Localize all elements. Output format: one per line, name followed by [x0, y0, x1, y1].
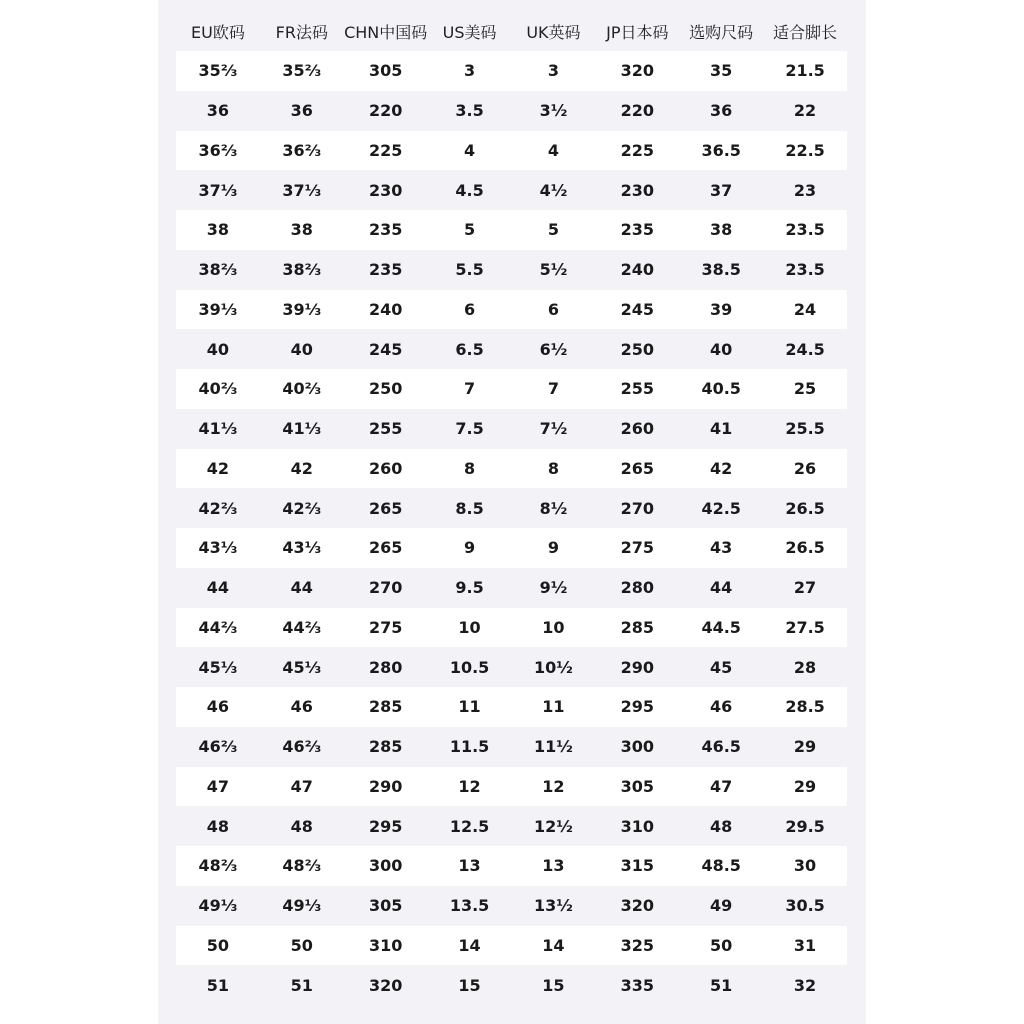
cell-us: 11 — [428, 687, 512, 727]
cell-jp: 245 — [595, 290, 679, 330]
table-row — [176, 647, 847, 687]
header-eu: EU欧码 — [191, 23, 245, 42]
cell-fr: 45⅓ — [260, 647, 344, 687]
cell-us: 14 — [428, 926, 512, 966]
cell-eu: 40 — [176, 329, 260, 369]
cell-selected-size: 45 — [679, 647, 763, 687]
cell-jp: 235 — [595, 210, 679, 250]
cell-fr: 38 — [260, 210, 344, 250]
cell-us: 7 — [428, 369, 512, 409]
cell-uk: 5½ — [512, 250, 596, 290]
cell-foot-length: 22 — [763, 91, 847, 131]
cell-foot-length: 32 — [763, 965, 847, 1005]
cell-uk: 7½ — [512, 409, 596, 449]
size-chart-table — [176, 12, 847, 1005]
table-row — [176, 488, 847, 528]
cell-fr: 44 — [260, 568, 344, 608]
cell-chn: 230 — [344, 170, 428, 210]
cell-uk: 13 — [512, 846, 596, 886]
cell-selected-size: 43 — [679, 528, 763, 568]
cell-eu: 37⅓ — [176, 170, 260, 210]
cell-uk: 14 — [512, 926, 596, 966]
cell-fr: 36⅔ — [260, 131, 344, 171]
cell-chn: 295 — [344, 806, 428, 846]
cell-fr: 47 — [260, 767, 344, 807]
table-row — [176, 806, 847, 846]
cell-selected-size: 42 — [679, 449, 763, 489]
cell-jp: 290 — [595, 647, 679, 687]
cell-eu: 38 — [176, 210, 260, 250]
cell-fr: 42 — [260, 449, 344, 489]
cell-eu: 45⅓ — [176, 647, 260, 687]
cell-uk: 10 — [512, 608, 596, 648]
cell-eu: 40⅔ — [176, 369, 260, 409]
cell-fr: 43⅓ — [260, 528, 344, 568]
cell-uk: 7 — [512, 369, 596, 409]
cell-fr: 46⅔ — [260, 727, 344, 767]
cell-us: 8 — [428, 449, 512, 489]
cell-chn: 290 — [344, 767, 428, 807]
cell-chn: 305 — [344, 51, 428, 91]
cell-uk: 12 — [512, 767, 596, 807]
cell-selected-size: 40.5 — [679, 369, 763, 409]
table-row — [176, 369, 847, 409]
cell-eu: 39⅓ — [176, 290, 260, 330]
cell-fr: 35⅔ — [260, 51, 344, 91]
cell-us: 3 — [428, 51, 512, 91]
table-row — [176, 170, 847, 210]
cell-eu: 36⅔ — [176, 131, 260, 171]
cell-jp: 295 — [595, 687, 679, 727]
cell-fr: 51 — [260, 965, 344, 1005]
cell-us: 12.5 — [428, 806, 512, 846]
cell-selected-size: 40 — [679, 329, 763, 369]
cell-foot-length: 29.5 — [763, 806, 847, 846]
cell-uk: 9 — [512, 528, 596, 568]
cell-jp: 285 — [595, 608, 679, 648]
cell-chn: 255 — [344, 409, 428, 449]
cell-uk: 12½ — [512, 806, 596, 846]
cell-us: 7.5 — [428, 409, 512, 449]
cell-jp: 225 — [595, 131, 679, 171]
cell-foot-length: 23 — [763, 170, 847, 210]
cell-fr: 41⅓ — [260, 409, 344, 449]
cell-fr: 36 — [260, 91, 344, 131]
cell-us: 5.5 — [428, 250, 512, 290]
cell-eu: 36 — [176, 91, 260, 131]
cell-eu: 43⅓ — [176, 528, 260, 568]
cell-foot-length: 25.5 — [763, 409, 847, 449]
table-row — [176, 409, 847, 449]
cell-chn: 285 — [344, 727, 428, 767]
cell-eu: 35⅔ — [176, 51, 260, 91]
cell-foot-length: 26.5 — [763, 528, 847, 568]
cell-selected-size: 38 — [679, 210, 763, 250]
table-row — [176, 290, 847, 330]
header-jp: JP日本码 — [606, 23, 669, 42]
cell-fr: 44⅔ — [260, 608, 344, 648]
table-row — [176, 329, 847, 369]
cell-chn: 250 — [344, 369, 428, 409]
cell-selected-size: 48 — [679, 806, 763, 846]
cell-foot-length: 31 — [763, 926, 847, 966]
cell-selected-size: 39 — [679, 290, 763, 330]
cell-selected-size: 38.5 — [679, 250, 763, 290]
cell-uk: 4 — [512, 131, 596, 171]
cell-chn: 235 — [344, 210, 428, 250]
cell-foot-length: 23.5 — [763, 210, 847, 250]
header-fr: FR法码 — [275, 23, 328, 42]
cell-eu: 48 — [176, 806, 260, 846]
size-rows — [176, 51, 847, 1005]
cell-us: 12 — [428, 767, 512, 807]
cell-fr: 40⅔ — [260, 369, 344, 409]
cell-jp: 275 — [595, 528, 679, 568]
cell-chn: 275 — [344, 608, 428, 648]
cell-uk: 13½ — [512, 886, 596, 926]
cell-fr: 39⅓ — [260, 290, 344, 330]
header-chn: CHN中国码 — [344, 23, 428, 42]
cell-chn: 245 — [344, 329, 428, 369]
cell-foot-length: 29 — [763, 767, 847, 807]
cell-chn: 285 — [344, 687, 428, 727]
header-selected-size: 选购尺码 — [689, 23, 754, 42]
cell-jp: 240 — [595, 250, 679, 290]
header-foot-length: 适合脚长 — [773, 23, 838, 42]
cell-selected-size: 44 — [679, 568, 763, 608]
cell-fr: 38⅔ — [260, 250, 344, 290]
cell-jp: 280 — [595, 568, 679, 608]
header-uk: UK英码 — [526, 23, 581, 42]
cell-selected-size: 44.5 — [679, 608, 763, 648]
cell-fr: 49⅓ — [260, 886, 344, 926]
cell-chn: 300 — [344, 846, 428, 886]
cell-uk: 5 — [512, 210, 596, 250]
cell-us: 10.5 — [428, 647, 512, 687]
cell-foot-length: 23.5 — [763, 250, 847, 290]
table-row — [176, 528, 847, 568]
cell-eu: 51 — [176, 965, 260, 1005]
cell-us: 13.5 — [428, 886, 512, 926]
cell-us: 9.5 — [428, 568, 512, 608]
cell-jp: 320 — [595, 51, 679, 91]
cell-foot-length: 25 — [763, 369, 847, 409]
cell-eu: 42 — [176, 449, 260, 489]
cell-uk: 6 — [512, 290, 596, 330]
cell-selected-size: 46 — [679, 687, 763, 727]
table-row — [176, 449, 847, 489]
cell-eu: 50 — [176, 926, 260, 966]
cell-fr: 40 — [260, 329, 344, 369]
cell-fr: 37⅓ — [260, 170, 344, 210]
cell-uk: 3 — [512, 51, 596, 91]
cell-chn: 320 — [344, 965, 428, 1005]
cell-chn: 265 — [344, 488, 428, 528]
cell-eu: 47 — [176, 767, 260, 807]
cell-foot-length: 21.5 — [763, 51, 847, 91]
cell-foot-length: 22.5 — [763, 131, 847, 171]
table-row — [176, 687, 847, 727]
cell-selected-size: 35 — [679, 51, 763, 91]
cell-selected-size: 46.5 — [679, 727, 763, 767]
cell-us: 4.5 — [428, 170, 512, 210]
cell-eu: 49⅓ — [176, 886, 260, 926]
cell-selected-size: 51 — [679, 965, 763, 1005]
cell-jp: 320 — [595, 886, 679, 926]
cell-eu: 44 — [176, 568, 260, 608]
table-row — [176, 568, 847, 608]
cell-foot-length: 24.5 — [763, 329, 847, 369]
cell-eu: 42⅔ — [176, 488, 260, 528]
table-row — [176, 965, 847, 1005]
cell-uk: 9½ — [512, 568, 596, 608]
table-row — [176, 51, 847, 91]
cell-foot-length: 26 — [763, 449, 847, 489]
cell-uk: 11½ — [512, 727, 596, 767]
cell-chn: 280 — [344, 647, 428, 687]
cell-us: 4 — [428, 131, 512, 171]
cell-us: 8.5 — [428, 488, 512, 528]
cell-selected-size: 42.5 — [679, 488, 763, 528]
cell-jp: 270 — [595, 488, 679, 528]
cell-uk: 8½ — [512, 488, 596, 528]
header-us: US美码 — [442, 23, 497, 42]
cell-uk: 6½ — [512, 329, 596, 369]
cell-chn: 225 — [344, 131, 428, 171]
table-row — [176, 608, 847, 648]
cell-fr: 48⅔ — [260, 846, 344, 886]
cell-foot-length: 24 — [763, 290, 847, 330]
cell-selected-size: 41 — [679, 409, 763, 449]
cell-eu: 46⅔ — [176, 727, 260, 767]
cell-eu: 38⅔ — [176, 250, 260, 290]
cell-jp: 255 — [595, 369, 679, 409]
cell-eu: 48⅔ — [176, 846, 260, 886]
table-row — [176, 886, 847, 926]
cell-jp: 310 — [595, 806, 679, 846]
cell-us: 10 — [428, 608, 512, 648]
table-row — [176, 91, 847, 131]
cell-eu: 44⅔ — [176, 608, 260, 648]
table-row — [176, 210, 847, 250]
cell-us: 6.5 — [428, 329, 512, 369]
cell-uk: 11 — [512, 687, 596, 727]
cell-foot-length: 30.5 — [763, 886, 847, 926]
cell-eu: 46 — [176, 687, 260, 727]
cell-us: 9 — [428, 528, 512, 568]
table-row — [176, 131, 847, 171]
cell-eu: 41⅓ — [176, 409, 260, 449]
cell-foot-length: 28.5 — [763, 687, 847, 727]
cell-us: 6 — [428, 290, 512, 330]
cell-us: 11.5 — [428, 727, 512, 767]
cell-jp: 315 — [595, 846, 679, 886]
table-row — [176, 767, 847, 807]
cell-chn: 240 — [344, 290, 428, 330]
cell-us: 5 — [428, 210, 512, 250]
cell-jp: 305 — [595, 767, 679, 807]
cell-fr: 48 — [260, 806, 344, 846]
cell-jp: 220 — [595, 91, 679, 131]
cell-chn: 265 — [344, 528, 428, 568]
cell-fr: 46 — [260, 687, 344, 727]
cell-jp: 300 — [595, 727, 679, 767]
cell-uk: 4½ — [512, 170, 596, 210]
cell-jp: 250 — [595, 329, 679, 369]
cell-foot-length: 26.5 — [763, 488, 847, 528]
cell-foot-length: 27.5 — [763, 608, 847, 648]
cell-foot-length: 29 — [763, 727, 847, 767]
cell-selected-size: 47 — [679, 767, 763, 807]
cell-uk: 8 — [512, 449, 596, 489]
cell-us: 3.5 — [428, 91, 512, 131]
table-row — [176, 846, 847, 886]
cell-uk: 3½ — [512, 91, 596, 131]
table-row — [176, 250, 847, 290]
cell-selected-size: 37 — [679, 170, 763, 210]
cell-jp: 230 — [595, 170, 679, 210]
cell-selected-size: 50 — [679, 926, 763, 966]
cell-selected-size: 49 — [679, 886, 763, 926]
cell-chn: 305 — [344, 886, 428, 926]
cell-fr: 42⅔ — [260, 488, 344, 528]
header-row — [176, 12, 847, 51]
table-row — [176, 727, 847, 767]
cell-chn: 260 — [344, 449, 428, 489]
cell-jp: 265 — [595, 449, 679, 489]
cell-chn: 310 — [344, 926, 428, 966]
cell-jp: 260 — [595, 409, 679, 449]
cell-selected-size: 48.5 — [679, 846, 763, 886]
cell-foot-length: 30 — [763, 846, 847, 886]
cell-us: 15 — [428, 965, 512, 1005]
cell-chn: 235 — [344, 250, 428, 290]
table-row — [176, 926, 847, 966]
cell-chn: 270 — [344, 568, 428, 608]
cell-fr: 50 — [260, 926, 344, 966]
cell-selected-size: 36.5 — [679, 131, 763, 171]
cell-jp: 335 — [595, 965, 679, 1005]
cell-uk: 15 — [512, 965, 596, 1005]
cell-jp: 325 — [595, 926, 679, 966]
cell-us: 13 — [428, 846, 512, 886]
cell-foot-length: 27 — [763, 568, 847, 608]
cell-foot-length: 28 — [763, 647, 847, 687]
cell-chn: 220 — [344, 91, 428, 131]
cell-uk: 10½ — [512, 647, 596, 687]
cell-selected-size: 36 — [679, 91, 763, 131]
